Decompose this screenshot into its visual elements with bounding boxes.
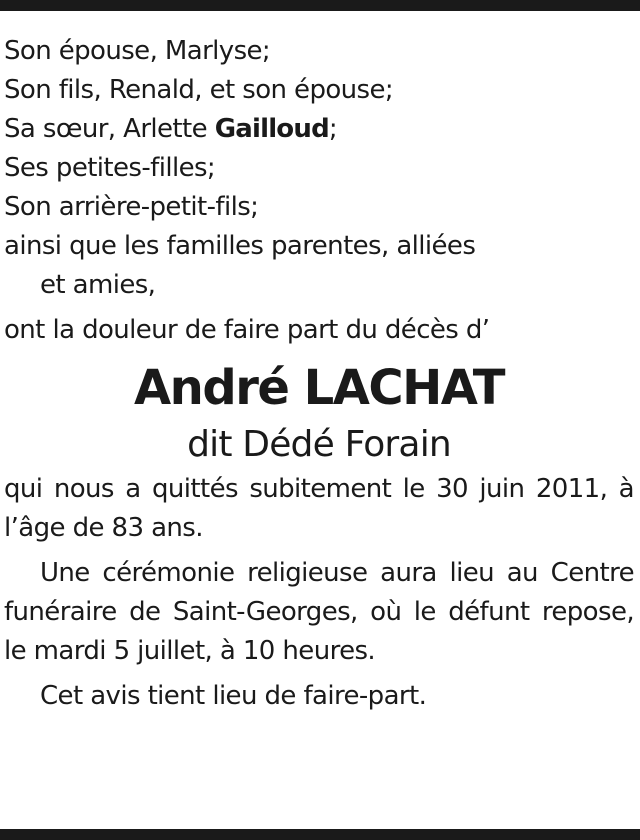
sister-suffix: ; (328, 114, 338, 144)
mourner-line-spouse: Son épouse, Marlyse; (4, 36, 271, 66)
closing-paragraph: Cet avis tient lieu de faire-part. (40, 681, 427, 711)
deceased-name: André LACHAT (134, 360, 504, 416)
mourners-list (4, 32, 634, 305)
death-notice (4, 32, 634, 716)
mourner-line-son: Son fils, Renald, et son épouse; (4, 75, 394, 105)
mourner-line-granddaughters: Ses petites-filles; (4, 153, 216, 183)
mourner-line-friends: et amies, (40, 270, 156, 300)
announcement-line: ont la douleur de faire part du décès d’ (4, 315, 490, 345)
sister-prefix: Sa sœur, Arlette (4, 114, 215, 144)
top-border-rule (0, 0, 640, 11)
sister-surname: Gailloud (214, 114, 329, 144)
bottom-border-rule (0, 829, 640, 840)
deceased-nickname: dit Dédé Forain (187, 424, 451, 465)
mourner-line-families: ainsi que les familles parentes, alliées (4, 231, 476, 261)
mourner-line-sister (4, 110, 634, 149)
death-paragraph: qui nous a quittés subitement le 30 juin 2011, à l’âge de 83 ans. (4, 474, 634, 543)
ceremony-paragraph: Une cérémonie religieuse aura lieu au Centre funéraire de Saint-Georges, où le défunt repose, le mardi 5 juillet, à 10 heures. (4, 558, 634, 666)
mourner-line-great-grandson: Son arrière-petit-fils; (4, 192, 259, 222)
